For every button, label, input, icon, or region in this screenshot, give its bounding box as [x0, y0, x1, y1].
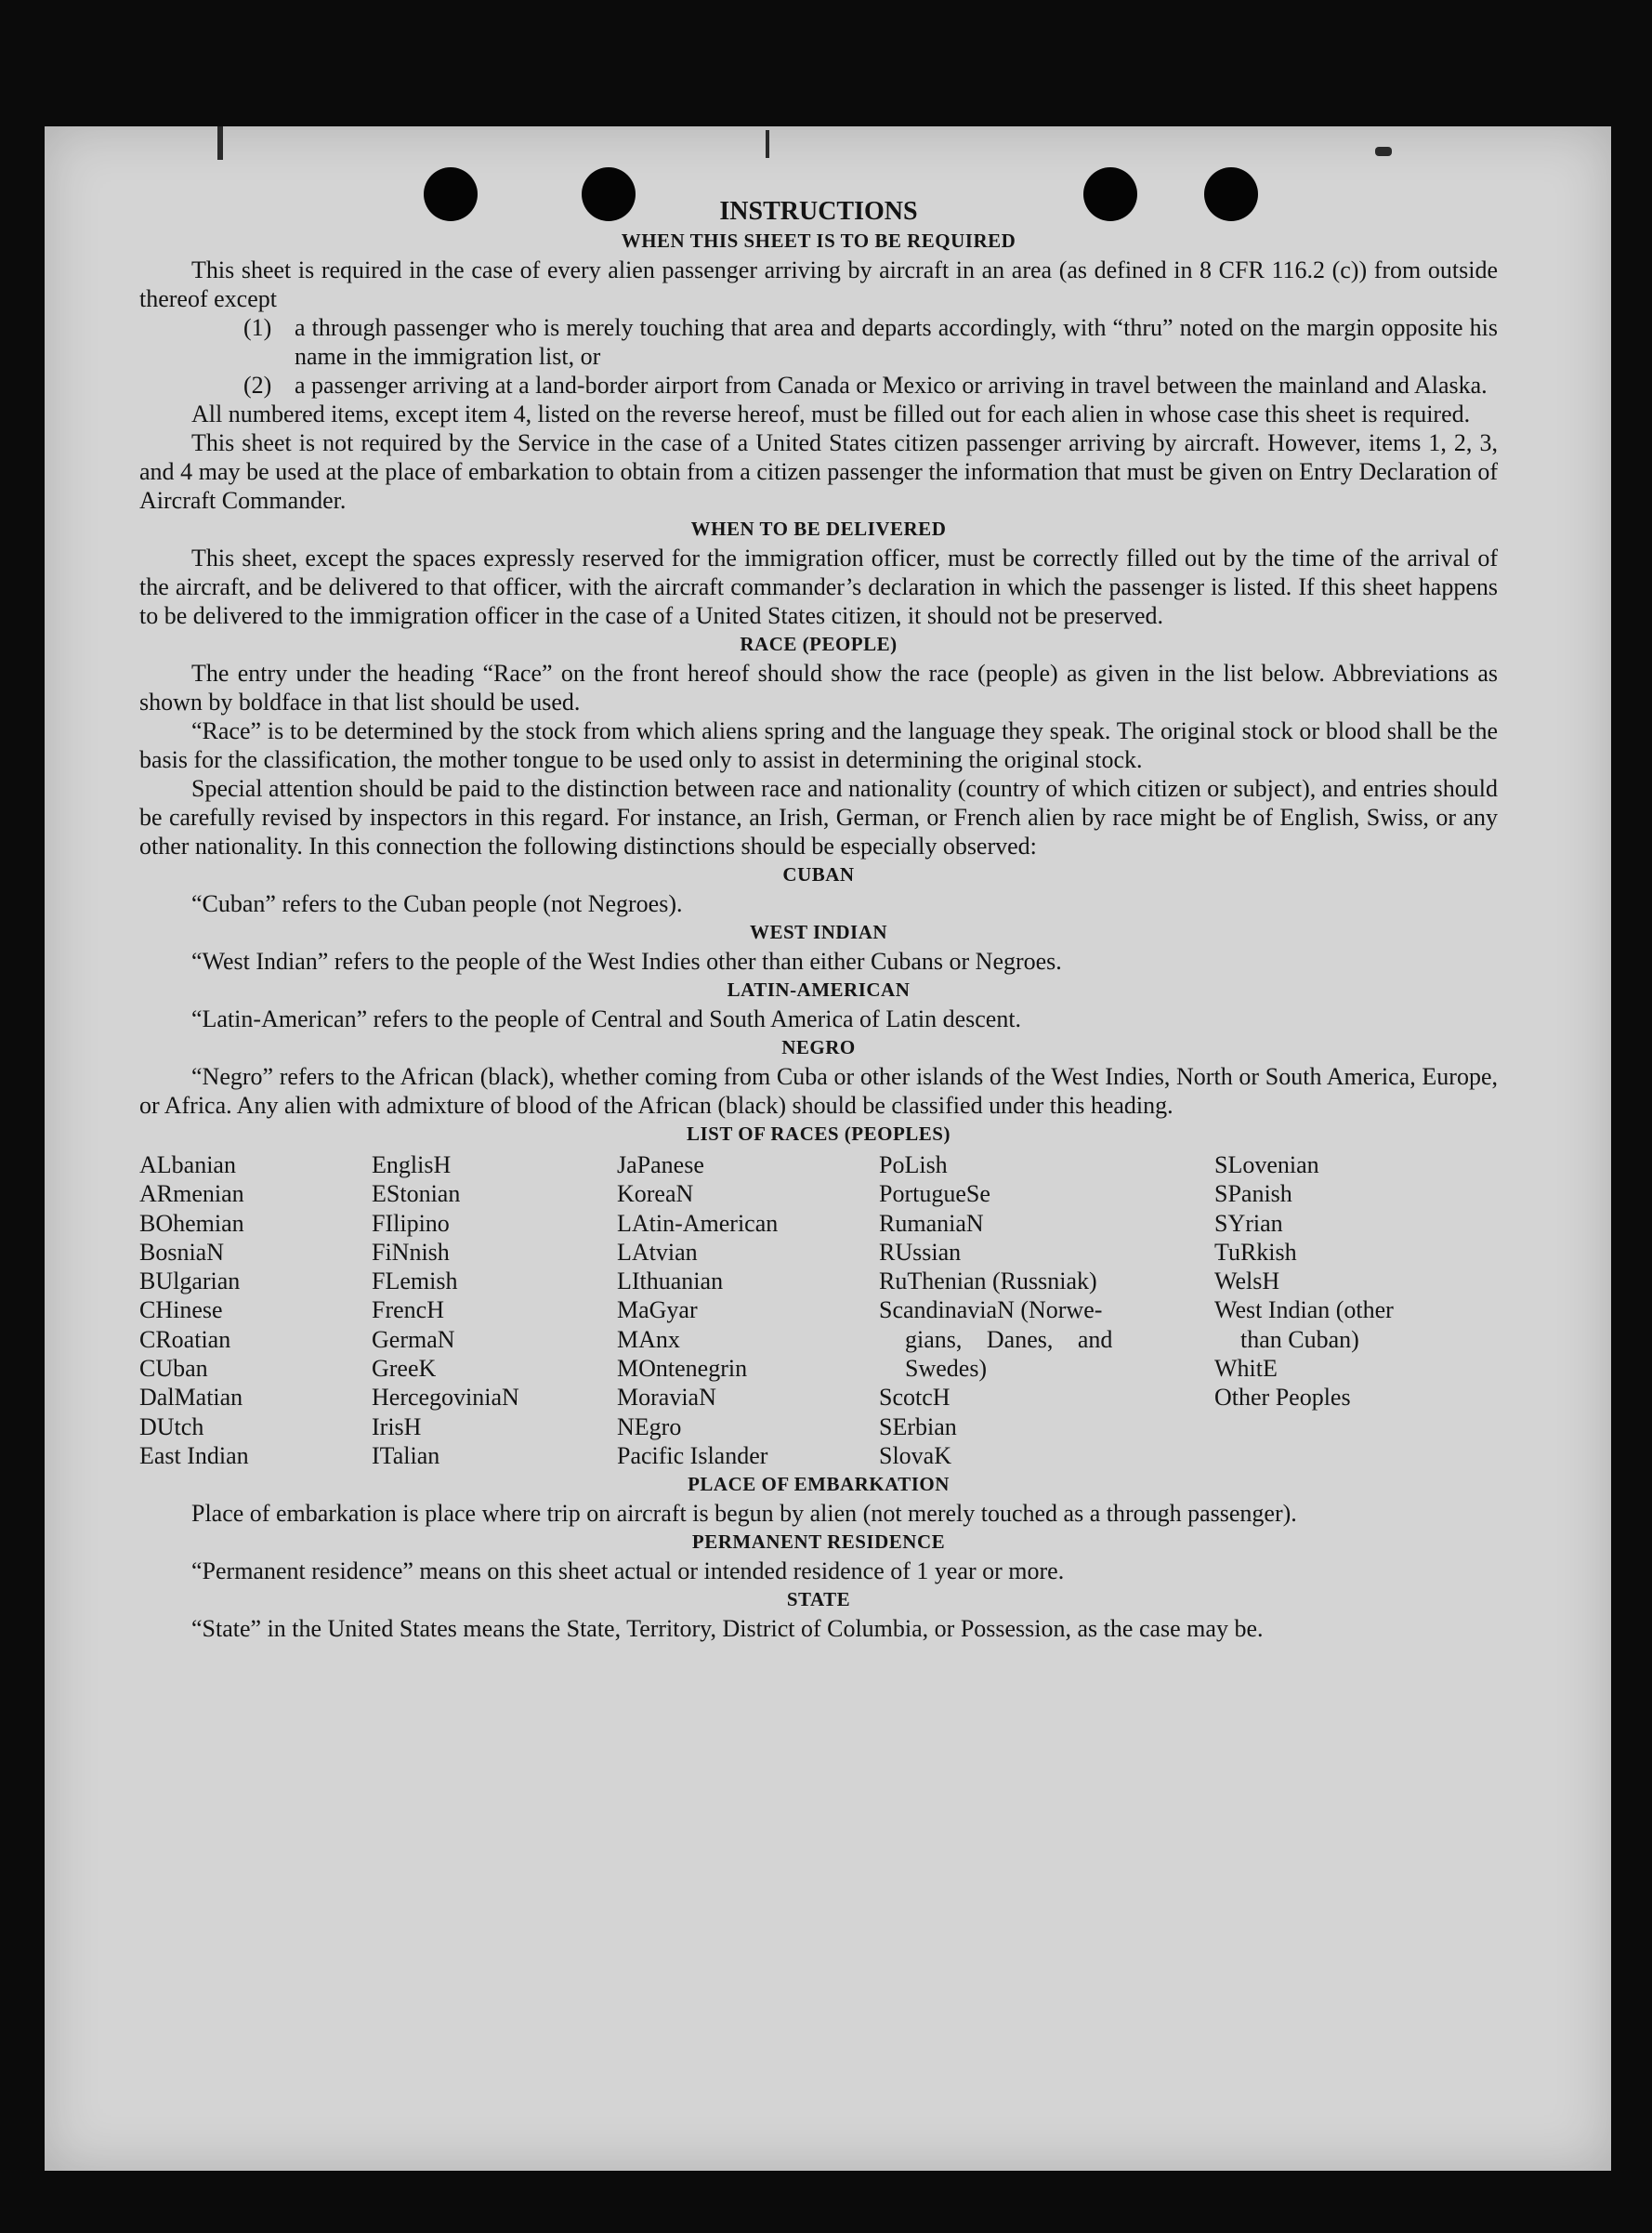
race-column-4 — [879, 1150, 1214, 1470]
race-entry: NEgro — [617, 1412, 682, 1440]
ink-mark — [1375, 147, 1392, 156]
heading-permanent-residence: PERMANENT RESIDENCE — [691, 1530, 946, 1554]
exception-item-2 — [139, 371, 1498, 400]
paragraph-permanent-residence: “Permanent residence” means on this sheet actual or intended residence of 1 year or more. — [191, 1557, 1065, 1585]
race-entry: JaPanese — [617, 1151, 704, 1178]
race-entry: SYrian — [1214, 1209, 1283, 1237]
paragraph-numbered-items: All numbered items, except item 4, listed on the reverse hereof, must be filled out for each alien in whose case this sheet is required. — [191, 401, 1471, 427]
race-entry: SLovenian — [1214, 1151, 1319, 1178]
exception-number: (1) — [243, 314, 272, 341]
race-entry: TuRkish — [1214, 1238, 1297, 1266]
race-entry: HercegoviniaN — [372, 1384, 519, 1412]
page-title: INSTRUCTIONS — [719, 197, 918, 226]
race-entry: ARmenian — [139, 1180, 244, 1208]
heading-when-required: WHEN THIS SHEET IS TO BE REQUIRED — [621, 230, 1016, 252]
race-entry: MoraviaN — [617, 1384, 716, 1412]
ink-mark — [766, 130, 769, 158]
race-entry-continued: Swedes) — [905, 1355, 988, 1383]
paragraph-race-nationality: Special attention should be paid to the distinction between race and nationality (country of which citizen or subject), and entries should be carefully revised by inspectors in this regard. For instance, an Irish, German, or French alien by race might be of English, Swiss, or any other nationality. In this connection the following distinctions should be especially observed: — [139, 775, 1498, 860]
race-column-3 — [617, 1150, 879, 1470]
ink-mark — [217, 126, 223, 160]
race-entry: Other Peoples — [1214, 1384, 1351, 1412]
race-column-1 — [139, 1150, 372, 1470]
race-entry: BUlgarian — [139, 1268, 241, 1295]
race-entry: WhitE — [1214, 1355, 1278, 1383]
race-entry: CHinese — [139, 1296, 223, 1324]
race-entry: SlovaK — [879, 1441, 951, 1469]
race-entry: DalMatian — [139, 1384, 243, 1412]
races-list — [139, 1150, 1498, 1470]
race-column-2 — [372, 1150, 617, 1470]
race-entry-continued: than Cuban) — [1240, 1325, 1359, 1353]
race-entry: FLemish — [372, 1268, 458, 1295]
document-sheet — [45, 126, 1611, 2171]
race-entry: RUssian — [879, 1238, 962, 1266]
race-entry: BosniaN — [139, 1238, 224, 1266]
race-entry: LAtin-American — [617, 1209, 779, 1237]
race-entry: EStonian — [372, 1180, 461, 1208]
paragraph-when-required-intro: This sheet is required in the case of every alien passenger arriving by aircraft in an area (as defined in 8 CFR 116.2 (c)) from outside thereof except — [139, 256, 1498, 312]
race-entry: MaGyar — [617, 1296, 698, 1324]
race-entry: GermaN — [372, 1325, 455, 1353]
race-entry: CRoatian — [139, 1325, 231, 1353]
paragraph-race-definition: “Race” is to be determined by the stock from which aliens spring and the language they speak. The original stock or blood shall be the basis for the classification, the mother tongue to be used only to assist in determining the original stock. — [139, 717, 1498, 773]
heading-state: STATE — [786, 1588, 851, 1611]
exception-number: (2) — [243, 372, 272, 399]
race-entry: West Indian (other — [1214, 1296, 1394, 1324]
paragraph-latin-american: “Latin-American” refers to the people of Central and South America of Latin descent. — [191, 1005, 1022, 1032]
paragraph-place-of-embarkation: Place of embarkation is place where trip on aircraft is begun by alien (not merely touched as a through passenger). — [191, 1500, 1297, 1528]
race-entry: LIthuanian — [617, 1268, 724, 1295]
heading-west-indian: WEST INDIAN — [749, 921, 888, 943]
race-entry: PortugueSe — [879, 1180, 990, 1208]
paragraph-cuban: “Cuban” refers to the Cuban people (not Negroes). — [191, 890, 683, 917]
race-entry: MOntenegrin — [617, 1355, 748, 1383]
race-entry: KoreaN — [617, 1180, 694, 1208]
race-entry: RuThenian (Russniak) — [879, 1268, 1097, 1295]
race-entry: BOhemian — [139, 1209, 244, 1237]
heading-latin-american: LATIN-AMERICAN — [727, 979, 911, 1001]
heading-race: RACE (PEOPLE) — [740, 633, 898, 655]
race-column-5 — [1214, 1150, 1498, 1470]
paragraph-citizen-passenger: This sheet is not required by the Service in the case of a United States citizen passenger arriving by aircraft. However, items 1, 2, 3, and 4 may be used at the place of embarkation to obtain from a citizen passenger the information that must be given on Entry Declaration of Aircraft Commander. — [139, 429, 1498, 514]
heading-cuban: CUBAN — [782, 863, 855, 886]
race-entry: ITalian — [372, 1441, 440, 1469]
heading-place-of-embarkation: PLACE OF EMBARKATION — [688, 1473, 950, 1496]
race-entry: WelsH — [1214, 1268, 1280, 1295]
race-entry: DUtch — [139, 1412, 204, 1440]
paragraph-state: “State” in the United States means the State, Territory, District of Columbia, or Possession, as the case may be. — [191, 1615, 1264, 1643]
race-entry: CUban — [139, 1355, 208, 1383]
race-entry-continued: gians, Danes, and — [905, 1325, 1113, 1353]
race-entry: SPanish — [1214, 1180, 1292, 1208]
race-entry: East Indian — [139, 1441, 249, 1469]
race-entry: SErbian — [879, 1412, 957, 1440]
race-entry: FIlipino — [372, 1209, 450, 1237]
race-entry: FiNnish — [372, 1238, 450, 1266]
heading-when-delivered: WHEN TO BE DELIVERED — [690, 518, 947, 540]
race-entry: IrisH — [372, 1412, 422, 1440]
race-entry: ALbanian — [139, 1151, 236, 1178]
exception-text: a passenger arriving at a land-border airport from Canada or Mexico or arriving in travel between the mainland and Alaska. — [295, 372, 1488, 399]
paragraph-west-indian: “West Indian” refers to the people of the West Indies other than either Cubans or Negroes. — [191, 948, 1062, 975]
race-entry: ScandinaviaN (Norwe- — [879, 1296, 1103, 1324]
race-entry: Pacific Islander — [617, 1441, 768, 1469]
heading-negro: NEGRO — [781, 1036, 856, 1058]
paragraph-when-delivered: This sheet, except the spaces expressly reserved for the immigration officer, must be correctly filled out by the time of the arrival of the aircraft, and be delivered to that officer, with the aircraft commander’s declaration in which the passenger is listed. If this sheet happens to be delivered to the immigration officer in the case of a United States citizen, it should not be preserved. — [139, 545, 1498, 629]
paragraph-negro: “Negro” refers to the African (black), whether coming from Cuba or other islands of the West Indies, North or South America, Europe, or Africa. Any alien with admixture of blood of the African (black) should be classified under this heading. — [139, 1063, 1498, 1119]
race-entry: EnglisH — [372, 1151, 452, 1178]
race-entry: LAtvian — [617, 1238, 698, 1266]
race-entry: RumaniaN — [879, 1209, 984, 1237]
race-entry: GreeK — [372, 1355, 437, 1383]
paragraph-race-entry: The entry under the heading “Race” on the front hereof should show the race (people) as given in the list below. Abbreviations as shown by boldface in that list should be used. — [139, 660, 1498, 716]
race-entry: MAnx — [617, 1325, 680, 1353]
instructions-text — [139, 197, 1498, 1643]
race-entry: FrencH — [372, 1296, 444, 1324]
exception-item-1 — [139, 313, 1498, 371]
race-entry: PoLish — [879, 1151, 948, 1178]
heading-list-of-races: LIST OF RACES (PEOPLES) — [687, 1123, 951, 1145]
exception-text: a through passenger who is merely touching that area and departs accordingly, with “thru” noted on the margin opposite his name in the immigration list, or — [295, 314, 1498, 370]
race-entry: ScotcH — [879, 1384, 951, 1412]
